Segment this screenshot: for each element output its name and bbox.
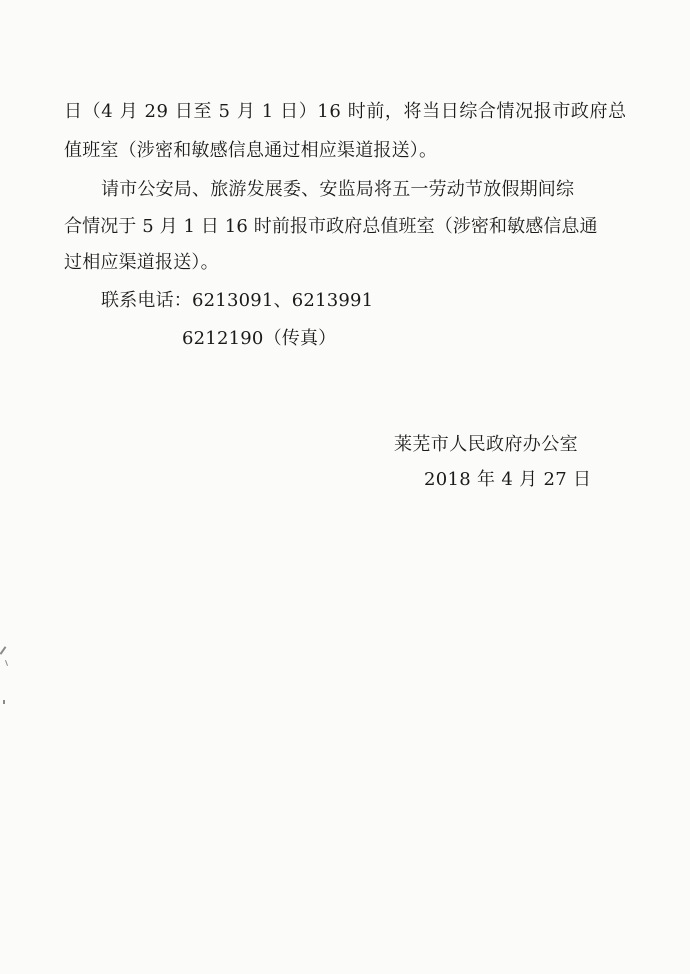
- signature-date: 2018 年 4 月 27 日: [424, 469, 592, 490]
- scan-mark: [0, 646, 6, 655]
- signature-organization: 莱芜市人民政府办公室: [394, 434, 578, 455]
- paragraph-1-line-2: 值班室（涉密和敏感信息通过相应渠道报送）。: [64, 140, 438, 161]
- paragraph-1-line-1: 日（4 月 29 日至 5 月 1 日）16 时前，将当日综合情况报市政府总: [64, 101, 627, 122]
- paragraph-2-line-3: 过相应渠道报送）。: [64, 252, 219, 273]
- paragraph-2-line-2: 合情况于 5 月 1 日 16 时前报市政府总值班室（涉密和敏感信息通: [64, 216, 598, 237]
- contact-fax-line: 6212190（传真）: [182, 328, 337, 349]
- scan-mark: [5, 660, 8, 666]
- paragraph-2-line-1: 请市公安局、旅游发展委、安监局将五一劳动节放假期间综: [101, 179, 575, 200]
- contact-phone-line: 联系电话：6213091、6213991: [101, 290, 374, 311]
- scan-mark: [3, 700, 5, 704]
